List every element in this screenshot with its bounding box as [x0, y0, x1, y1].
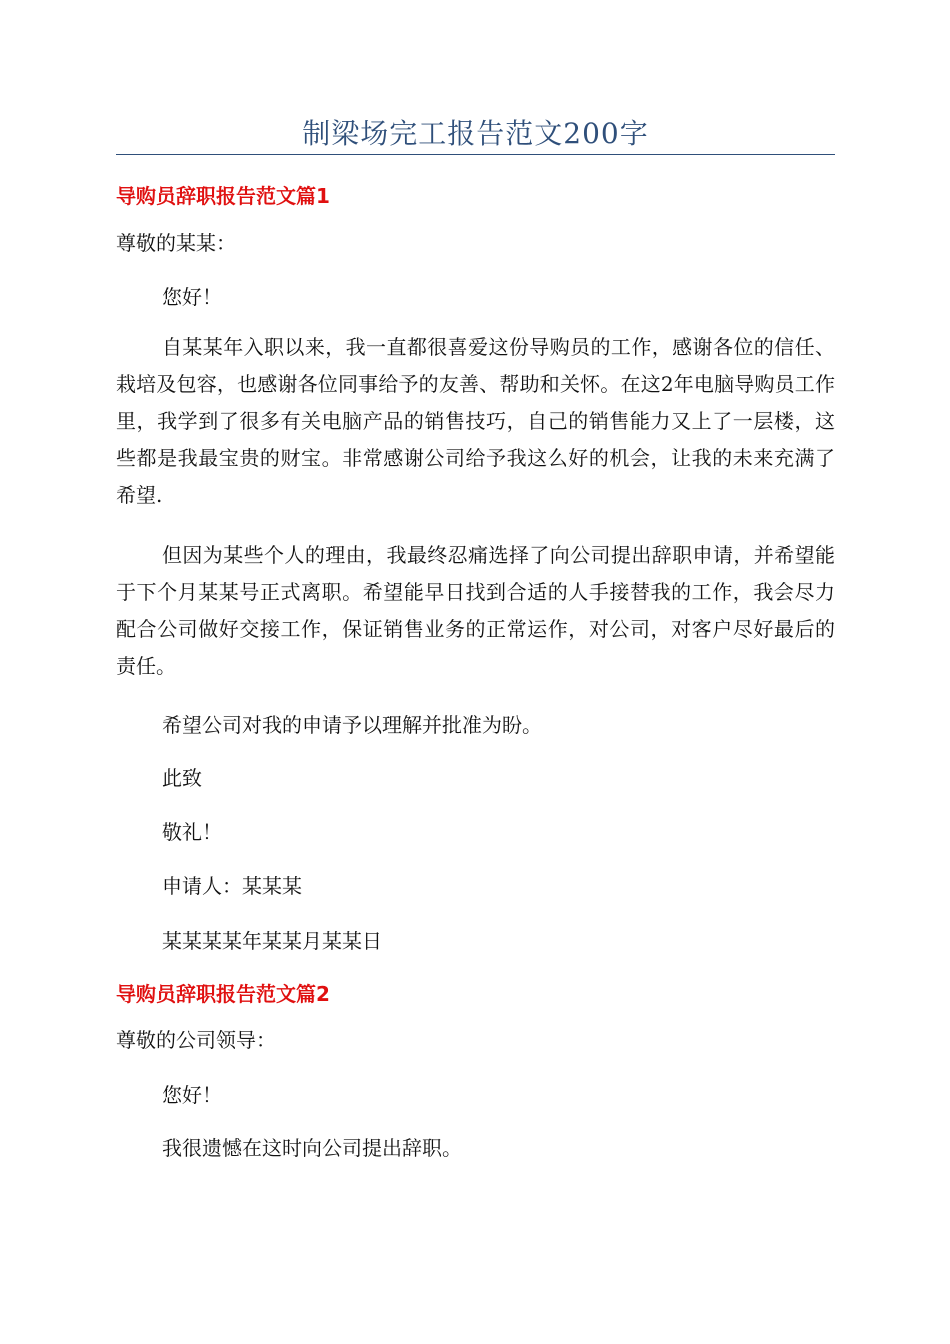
section-1-greeting: 您好！: [162, 285, 222, 309]
section-2-salutation: 尊敬的公司领导：: [116, 1028, 276, 1052]
section-1-date: 某某某某年某某月某某日: [162, 929, 382, 953]
section-2-first-line: 我很遗憾在这时向公司提出辞职。: [162, 1136, 462, 1160]
section-2-greeting: 您好！: [162, 1083, 222, 1107]
section-1-paragraph-2: 但因为某些个人的理由，我最终忍痛选择了向公司提出辞职申请，并希望能于下个月某某号正式离职。希望能早日找到合适的人手接替我的工作，我会尽力配合公司做好交接工作，保证销售业务的正常运作，对公司，对客户尽好最后的责任。: [116, 543, 835, 678]
section-1-salutation: 尊敬的某某：: [116, 231, 236, 255]
section-1-closing-2: 敬礼！: [162, 820, 222, 844]
section-1-heading: 导购员辞职报告范文篇1: [116, 184, 330, 208]
section-1-closing-request: 希望公司对我的申请予以理解并批准为盼。: [162, 713, 542, 737]
section-1-applicant: 申请人：某某某: [162, 874, 302, 898]
title-underline: [116, 154, 835, 155]
section-1-closing-1: 此致: [162, 766, 202, 790]
document-title: 制梁场完工报告范文200字: [302, 117, 649, 150]
section-1-paragraph-1: 自某某年入职以来，我一直都很喜爱这份导购员的工作，感谢各位的信任、栽培及包容，也感谢各位同事给予的友善、帮助和关怀。在这2年电脑导购员工作里，我学到了很多有关电脑产品的销售技巧，自己的销售能力又上了一层楼，这些都是我最宝贵的财宝。非常感谢公司给予我这么好的机会，让我的未来充满了希望.: [116, 335, 835, 507]
section-2-heading: 导购员辞职报告范文篇2: [116, 982, 330, 1006]
